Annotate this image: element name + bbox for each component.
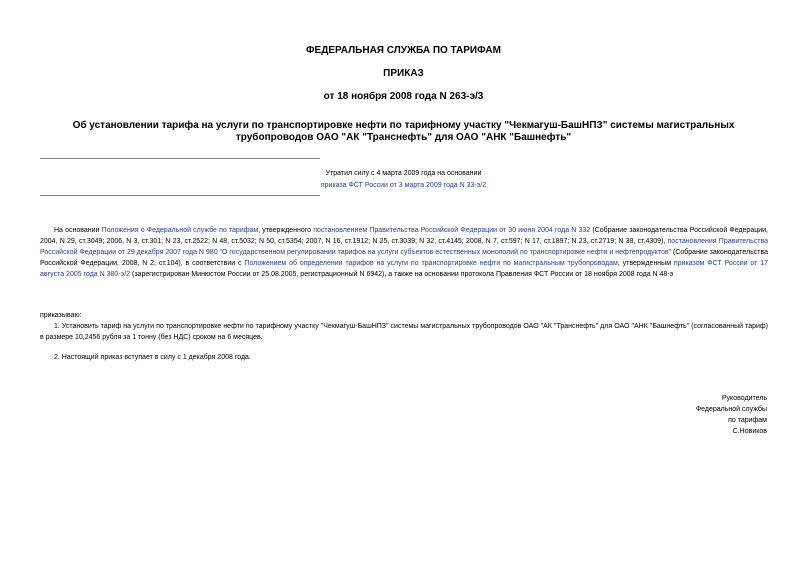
signatory-name: С.Новиков [732,428,767,435]
signature-title-1: Руководитель [721,395,767,402]
preamble-text-2: , утвержденного [258,227,314,234]
preamble-text-5: , утвержденным [617,260,674,267]
preamble-paragraph [40,225,768,280]
document-title: Об установлении тарифа на услуги по транспортировке нефти по тарифному участку "Чекмагуш-БашНПЗ" системы магистральных трубопроводов ОАО "АК "Транснефть" для ОАО "АНК "Башнефть" [72,120,735,143]
doc-type-heading: ПРИКАЗ [383,68,424,79]
divider-top [40,158,320,159]
status-note-text: Утратил силу с 4 марта 2009 года на основании [325,170,482,177]
status-note [40,168,767,192]
tariff-regulation-link[interactable]: Положением об определении тарифов на услуги по транспортировке нефти по магистральным трубопроводам [244,260,618,267]
government-decree-980-link[interactable]: постановления Правительства Российской Федерации от 29 декабря 2007 года N 980 "О государственном регулировании тарифов на услуги субъектов естественных монополий по транспортировке нефти и нефтепродуктов" [40,238,768,256]
signature-title-3: по тарифам [728,417,767,424]
order-item-1: 1. Установить тариф на услуги по транспортировке нефти по тарифному участку "Чекмагуш-БашНПЗ" системы магистральных трубопроводов ОАО "АК "Транснефть" для ОАО "АНК "Башнефть" (согласованный тариф) в размере 10,2456 рубля за 1 тонну (без НДС) сроком на 6 месяцев. [40,323,768,341]
divider-bottom [40,195,320,196]
signature-title-2: Федеральной службы [695,406,767,413]
preamble-text-3: (Собрание законодательства Российской Федерации, 2004, N 29, ст.3049; 2006, N 3, ст.301; N 23, ст.2522; N 48, ст.5032; N 50, ст.5354; 2007, N 16, ст.1912; N 25, ст.3039; N 32, ст.4145; 2008, N 7, ст.597; N 17, ст.1897; N 23, ст.2719; N 38, ст.4309), [40,227,768,245]
date-number-heading: от 18 ноября 2008 года N 263-э/3 [323,91,484,102]
order-item-2: 2. Настоящий приказ вступает в силу с 1 декабря 2008 года. [54,354,251,361]
orders-label: приказываю: [40,312,82,319]
fts-regulation-link[interactable]: Положения о Федеральной службе по тарифам [101,227,259,234]
agency-heading: ФЕДЕРАЛЬНАЯ СЛУЖБА ПО ТАРИФАМ [306,45,501,56]
government-decree-332-link[interactable]: постановлением Правительства Российской Федерации от 30 июня 2004 года N 332 [313,227,591,234]
preamble-text-1: На основании [54,227,102,234]
repeal-order-link[interactable]: приказа ФСТ России от 3 марта 2009 года N 33-э/2 [320,182,487,189]
preamble-text-6: (зарегистрирован Минюстом России от 25.08.2005, регистрационный N 6942), а также на основании протокола Правления ФСТ России от 18 ноября 2008 года N 48-э [130,271,674,278]
signature-block [567,393,767,437]
fst-order-380-link[interactable]: приказом ФСТ России от 17 августа 2005 года N 380-э/2 [40,260,768,278]
preamble-text-4: (Собрание законодательства Российской Федерации, 2008, N 2, ст.104), в соответствии с [40,249,769,267]
